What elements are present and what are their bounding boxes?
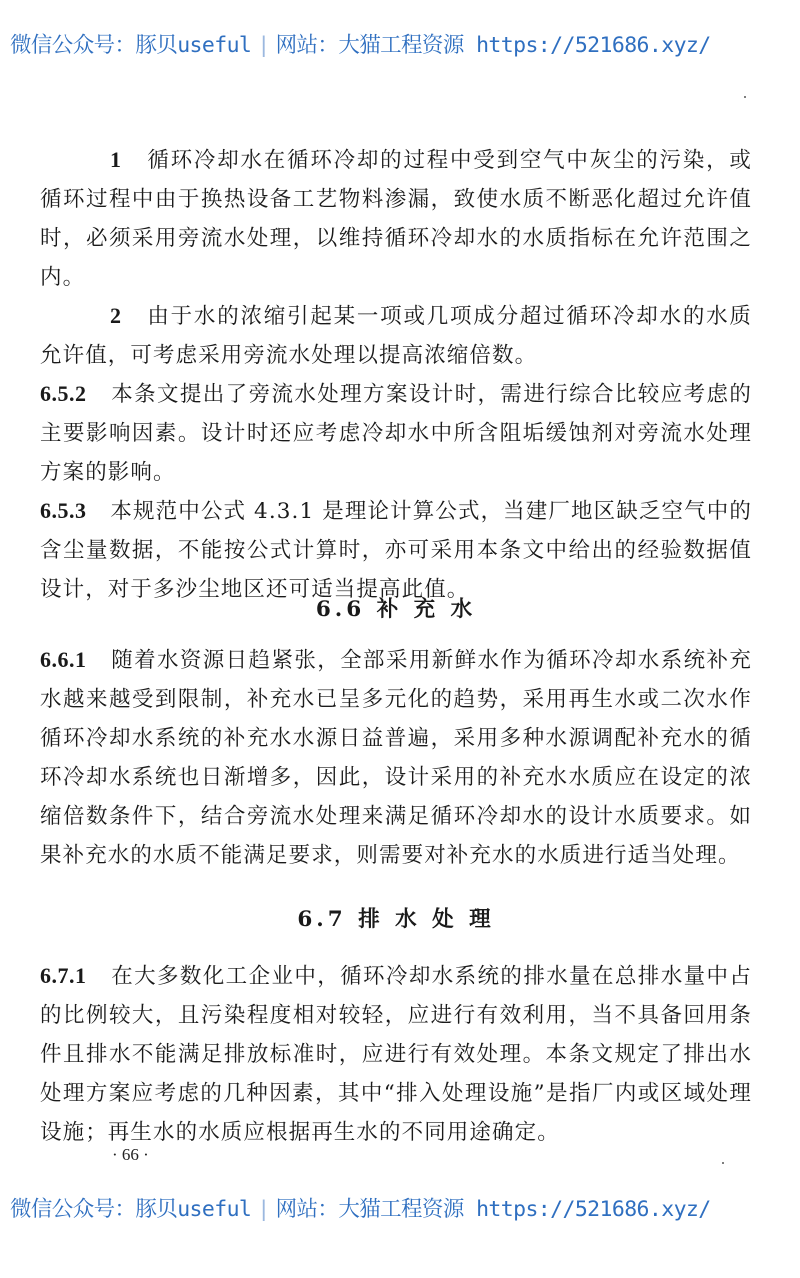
- clause-number: 6.6.1: [40, 647, 87, 672]
- item-number: 2: [110, 303, 122, 328]
- paragraph-item-2: [40, 296, 752, 375]
- clause-6-7-1: [40, 956, 752, 1152]
- watermark-separator: |: [257, 1197, 270, 1222]
- watermark-wechat: 微信公众号：豚贝useful: [10, 1197, 252, 1222]
- watermark-website: 网站：大猫工程资源 https://521686.xyz/: [275, 33, 711, 58]
- clause-number: 6.5.2: [40, 381, 87, 406]
- clause-6-5-2: [40, 374, 752, 492]
- clause-text: 本规范中公式 4.3.1 是理论计算公式，当建厂地区缺乏空气中的含尘量数据，不能按公式计算时，亦可采用本条文中给出的经验数据值设计，对于多沙尘地区还可适当提高此值。: [40, 499, 752, 602]
- section-heading-6-7: 6.7 排 水 处 理: [297, 907, 495, 932]
- watermark-website: 网站：大猫工程资源 https://521686.xyz/: [275, 1197, 711, 1222]
- paragraph-item-1: [40, 140, 752, 297]
- watermark-wechat: 微信公众号：豚贝useful: [10, 33, 252, 58]
- paragraph-text: 循环冷却水在循环冷却的过程中受到空气中灰尘的污染，或循环过程中由于换热设备工艺物料渗漏，致使水质不断恶化超过允许值时，必须采用旁流水处理，以维持循环冷却水的水质指标在允许范围之内。: [40, 148, 752, 290]
- clause-number: 6.5.3: [40, 498, 87, 523]
- clause-6-6-1: [40, 640, 752, 875]
- clause-text: 本条文提出了旁流水处理方案设计时，需进行综合比较应考虑的主要影响因素。设计时还应考虑冷却水中所含阻垢缓蚀剂对旁流水处理方案的影响。: [40, 382, 752, 485]
- watermark-footer: [10, 1192, 800, 1223]
- watermark-separator: |: [257, 33, 270, 58]
- scan-speck: [744, 96, 746, 98]
- clause-number: 6.7.1: [40, 963, 87, 988]
- paragraph-text: 由于水的浓缩引起某一项或几项成分超过循环冷却水的水质允许值，可考虑采用旁流水处理以提高浓缩倍数。: [40, 304, 752, 368]
- clause-text: 在大多数化工企业中，循环冷却水系统的排水量在总排水量中占的比例较大，且污染程度相对较轻，应进行有效利用，当不具备回用条件且排水不能满足排放标准时，应进行有效处理。本条文规定了排出水处理方案应考虑的几种因素，其中“排入处理设施”是指厂内或区域处理设施；再生水的水质应根据再生水的不同用途确定。: [40, 964, 752, 1145]
- clause-text: 随着水资源日趋紧张，全部采用新鲜水作为循环冷却水系统补充水越来越受到限制，补充水已呈多元化的趋势，采用再生水或二次水作循环冷却水系统的补充水水源日益普遍，采用多种水源调配补充水的循环冷却水系统也日渐增多，因此，设计采用的补充水水质应在设定的浓缩倍数条件下，结合旁流水处理来满足循环冷却水的设计水质要求。如果补充水的水质不能满足要求，则需要对补充水的水质进行适当处理。: [40, 648, 752, 868]
- section-heading-6-6: 6.6 补 充 水: [315, 597, 477, 622]
- watermark-header: [10, 28, 800, 59]
- page-number: · 66 ·: [112, 1145, 149, 1164]
- item-number: 1: [110, 147, 122, 172]
- scan-speck: [722, 1162, 724, 1164]
